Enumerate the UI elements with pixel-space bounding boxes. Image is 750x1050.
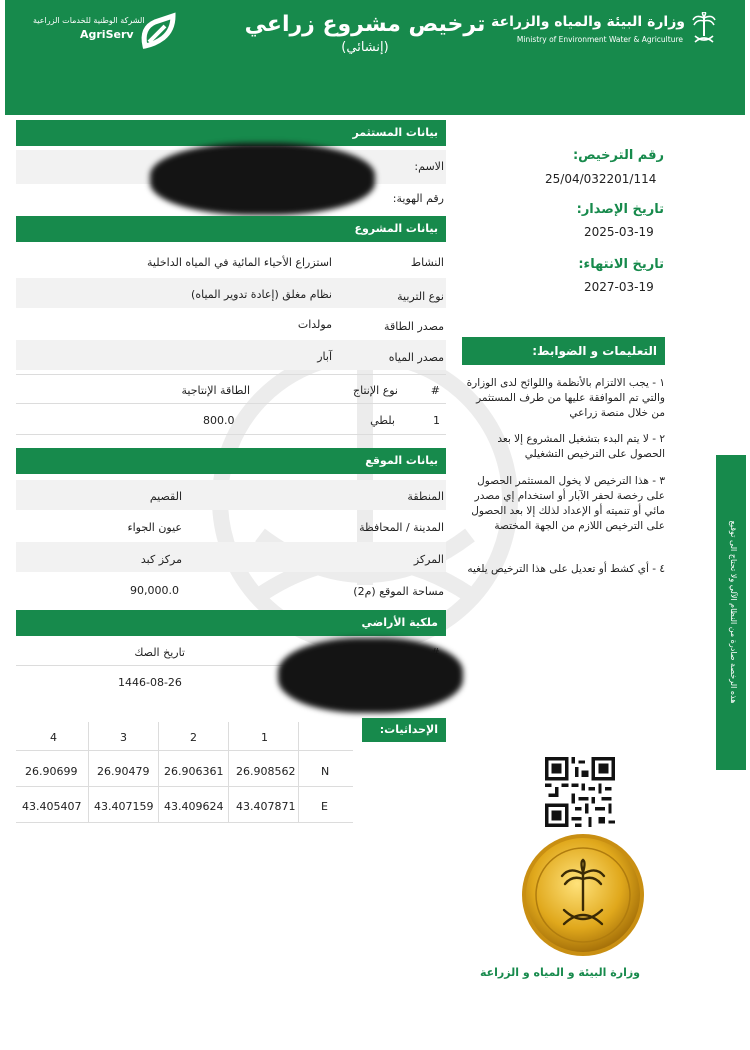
location-section-bar: بيانات الموقع xyxy=(16,448,446,474)
divider xyxy=(88,722,89,822)
coord-e-3: 43.407159 xyxy=(94,800,154,813)
water-row xyxy=(16,340,446,370)
divider xyxy=(16,403,446,404)
license-number-label: رقم الترخيص: xyxy=(572,148,664,163)
coord-e-label: E xyxy=(321,800,328,813)
issue-date-label: تاريخ الإصدار: xyxy=(576,202,664,217)
coord-n-1: 26.908562 xyxy=(236,765,296,778)
seal-caption: وزارة البيئة و المياه و الزراعة xyxy=(479,966,641,979)
divider xyxy=(228,722,229,822)
side-note-text: هذه الرخصة صادرة من النظام الآلي ولا تحتاج الى توقيع xyxy=(729,520,738,704)
agriserv-logo-icon xyxy=(137,10,181,54)
production-index: 1 xyxy=(433,414,440,427)
center-value: مركز كبد xyxy=(140,553,182,566)
region-value: القصيم xyxy=(149,490,182,503)
coord-n-2: 26.906361 xyxy=(164,765,224,778)
divider xyxy=(158,722,159,822)
instruction-item-1: ١ - يجب الالتزام بالأنظمة واللوائح لدى الوزارة والتي تم الموافقة عليها من طرف المستثمر من خلال منصة زراعي xyxy=(466,377,665,419)
investor-id-label: رقم الهوية: xyxy=(392,192,444,205)
breeding-value: نظام مغلق (إعادة تدوير المياه) xyxy=(191,288,332,301)
redacted-deed-number xyxy=(278,638,463,713)
production-type: بلطي xyxy=(370,414,395,427)
water-value: آبار xyxy=(317,350,332,363)
power-value: مولدات xyxy=(297,318,332,331)
agriserv-name-en: AgriServ xyxy=(80,28,134,41)
center-row xyxy=(16,542,446,572)
expiry-date-label: تاريخ الانتهاء: xyxy=(578,257,664,272)
land-deed-date: 1446-08-26 xyxy=(118,676,182,689)
qr-code-icon xyxy=(545,757,615,827)
ministry-name-en: Ministry of Environment Water & Agriculture xyxy=(516,35,683,44)
investor-name-label: الاسم: xyxy=(414,160,444,173)
instruction-item-2: ٢ - لا يتم البدء بتشغيل المشروع إلا بعد الحصول على الترخيص التشغيلي xyxy=(497,433,665,460)
divider xyxy=(16,786,353,787)
coord-col-3: 3 xyxy=(120,731,127,744)
activity-label: النشاط xyxy=(410,256,444,269)
activity-value: استزراع الأحياء المائية في المياه الداخلية xyxy=(147,256,332,269)
table-header-index: # xyxy=(430,384,440,397)
ministry-name-ar: وزارة البيئة والمياه والزراعة xyxy=(491,14,685,30)
table-header-capacity: الطاقة الإنتاجية xyxy=(181,384,250,397)
land-section-bar: ملكية الأراضي xyxy=(16,610,446,636)
breeding-label: نوع التربية xyxy=(397,290,444,303)
coordinates-section-bar: الإحداثيات: xyxy=(362,718,446,742)
page-subtitle: (إنشائي) xyxy=(341,40,389,55)
coord-n-label: N xyxy=(321,765,330,778)
area-value: 90,000.0 xyxy=(130,584,179,597)
city-value: عيون الجواء xyxy=(127,521,182,534)
project-section-bar: بيانات المشروع xyxy=(16,216,446,242)
instruction-item-3: ٣ - هذا الترخيص لا يخول المستثمر الحصول على رخصة لحفر الآبار أو استخدام إي مصدر مائي أو تنميته أو الإعداد لذلك إلا بعد الحصول على الترخيص اللازم من الجهة المختصة xyxy=(471,475,665,532)
expiry-date: 2027-03-19 xyxy=(584,280,654,294)
divider xyxy=(16,822,353,823)
coord-col-2: 2 xyxy=(190,731,197,744)
coord-e-1: 43.407871 xyxy=(236,800,296,813)
instructions-section-bar: التعليمات و الضوابط: xyxy=(462,337,665,365)
power-label: مصدر الطاقة xyxy=(384,320,444,333)
header-banner xyxy=(5,0,745,115)
land-header-date: تاريخ الصك xyxy=(134,646,185,659)
divider xyxy=(16,434,446,435)
region-label: المنطقة xyxy=(407,490,444,503)
issue-date: 2025-03-19 xyxy=(584,225,654,239)
area-label: مساحة الموقع (م2) xyxy=(353,585,444,598)
investor-section-bar: بيانات المستثمر xyxy=(16,120,446,146)
production-capacity: 800.0 xyxy=(203,414,235,427)
coord-n-3: 26.90479 xyxy=(97,765,150,778)
instruction-item-4: ٤ - أي كشط أو تعديل على هذا الترخيص يلغيه xyxy=(467,563,665,575)
coord-e-2: 43.409624 xyxy=(164,800,224,813)
divider xyxy=(298,722,299,822)
coord-n-4: 26.90699 xyxy=(25,765,78,778)
page-title: ترخيص مشروع زراعي xyxy=(244,12,486,37)
coord-col-1: 1 xyxy=(261,731,268,744)
ministry-seal-icon xyxy=(520,832,646,958)
divider xyxy=(16,374,446,375)
water-label: مصدر المياه xyxy=(388,351,444,364)
license-number: 25/04/032201/114 xyxy=(545,172,657,186)
table-header-type: نوع الإنتاج xyxy=(353,384,398,397)
coord-e-4: 43.405407 xyxy=(22,800,82,813)
city-label: المدينة / المحافظة xyxy=(359,521,444,534)
divider xyxy=(16,750,353,751)
center-label: المركز xyxy=(413,553,444,566)
agriserv-name-ar: الشركة الوطنية للخدمات الزراعية xyxy=(33,16,145,25)
redacted-investor-info xyxy=(150,143,375,215)
region-row xyxy=(16,480,446,510)
coord-col-4: 4 xyxy=(50,731,57,744)
palm-emblem-icon xyxy=(691,12,717,46)
